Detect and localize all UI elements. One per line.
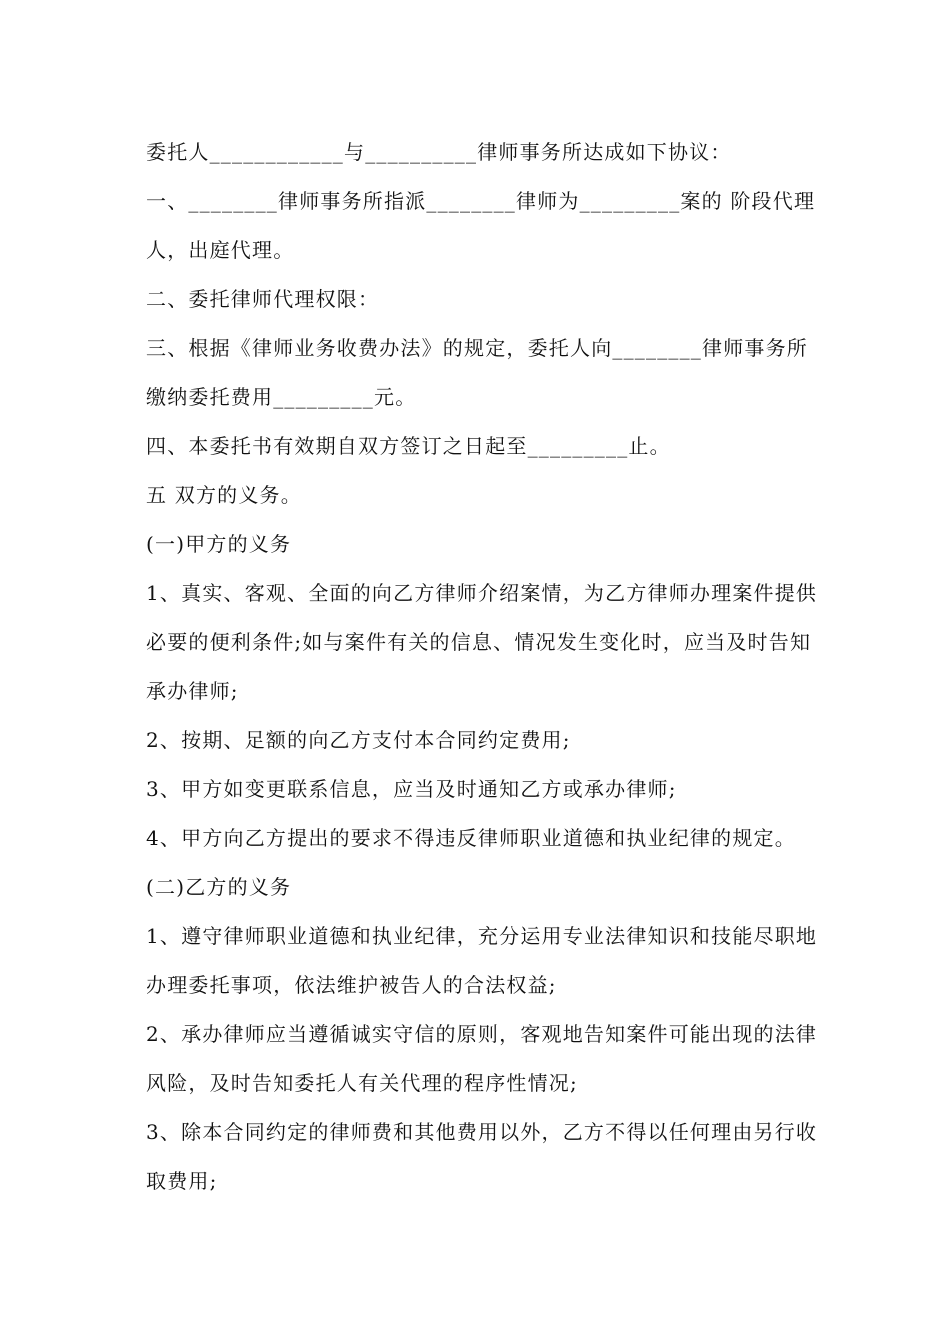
document-body bbox=[146, 128, 826, 1206]
party-a-obligations-heading: (一)甲方的义务 bbox=[146, 532, 292, 556]
clause-5-obligations-heading: 五 双方的义务。 bbox=[146, 483, 302, 507]
clause-3-fees: 三、根据《律师业务收费办法》的规定，委托人向________律师事务所缴纳委托费用_________元。 bbox=[146, 336, 808, 409]
party-b-obligation-2: 2、承办律师应当遵循诚实守信的原则，客观地告知案件可能出现的法律风险，及时告知委托人有关代理的程序性情况; bbox=[146, 1022, 818, 1095]
agreement-intro: 委托人____________与__________律师事务所达成如下协议： bbox=[146, 140, 732, 164]
party-a-obligation-4: 4、甲方向乙方提出的要求不得违反律师职业道德和执业纪律的规定。 bbox=[146, 826, 796, 850]
clause-4-validity: 四、本委托书有效期自双方签订之日起至_________止。 bbox=[146, 434, 671, 458]
party-a-obligation-3: 3、甲方如变更联系信息，应当及时通知乙方或承办律师; bbox=[146, 777, 677, 801]
party-a-obligation-1: 1、真实、客观、全面的向乙方律师介绍案情，为乙方律师办理案件提供必要的便利条件;如与案件有关的信息、情况发生变化时，应当及时告知承办律师; bbox=[146, 581, 818, 703]
party-b-obligation-3: 3、除本合同约定的律师费和其他费用以外，乙方不得以任何理由另行收取费用; bbox=[146, 1120, 818, 1193]
party-a-obligation-2: 2、按期、足额的向乙方支付本合同约定费用; bbox=[146, 728, 571, 752]
party-b-obligation-1: 1、遵守律师职业道德和执业纪律，充分运用专业法律知识和技能尽职地办理委托事项，依法维护被告人的合法权益; bbox=[146, 924, 818, 997]
clause-2-authority: 二、委托律师代理权限： bbox=[146, 287, 380, 311]
party-b-obligations-heading: (二)乙方的义务 bbox=[146, 875, 292, 899]
clause-1-appointment: 一、________律师事务所指派________律师为_________案的 阶段代理人，出庭代理。 bbox=[146, 189, 816, 262]
